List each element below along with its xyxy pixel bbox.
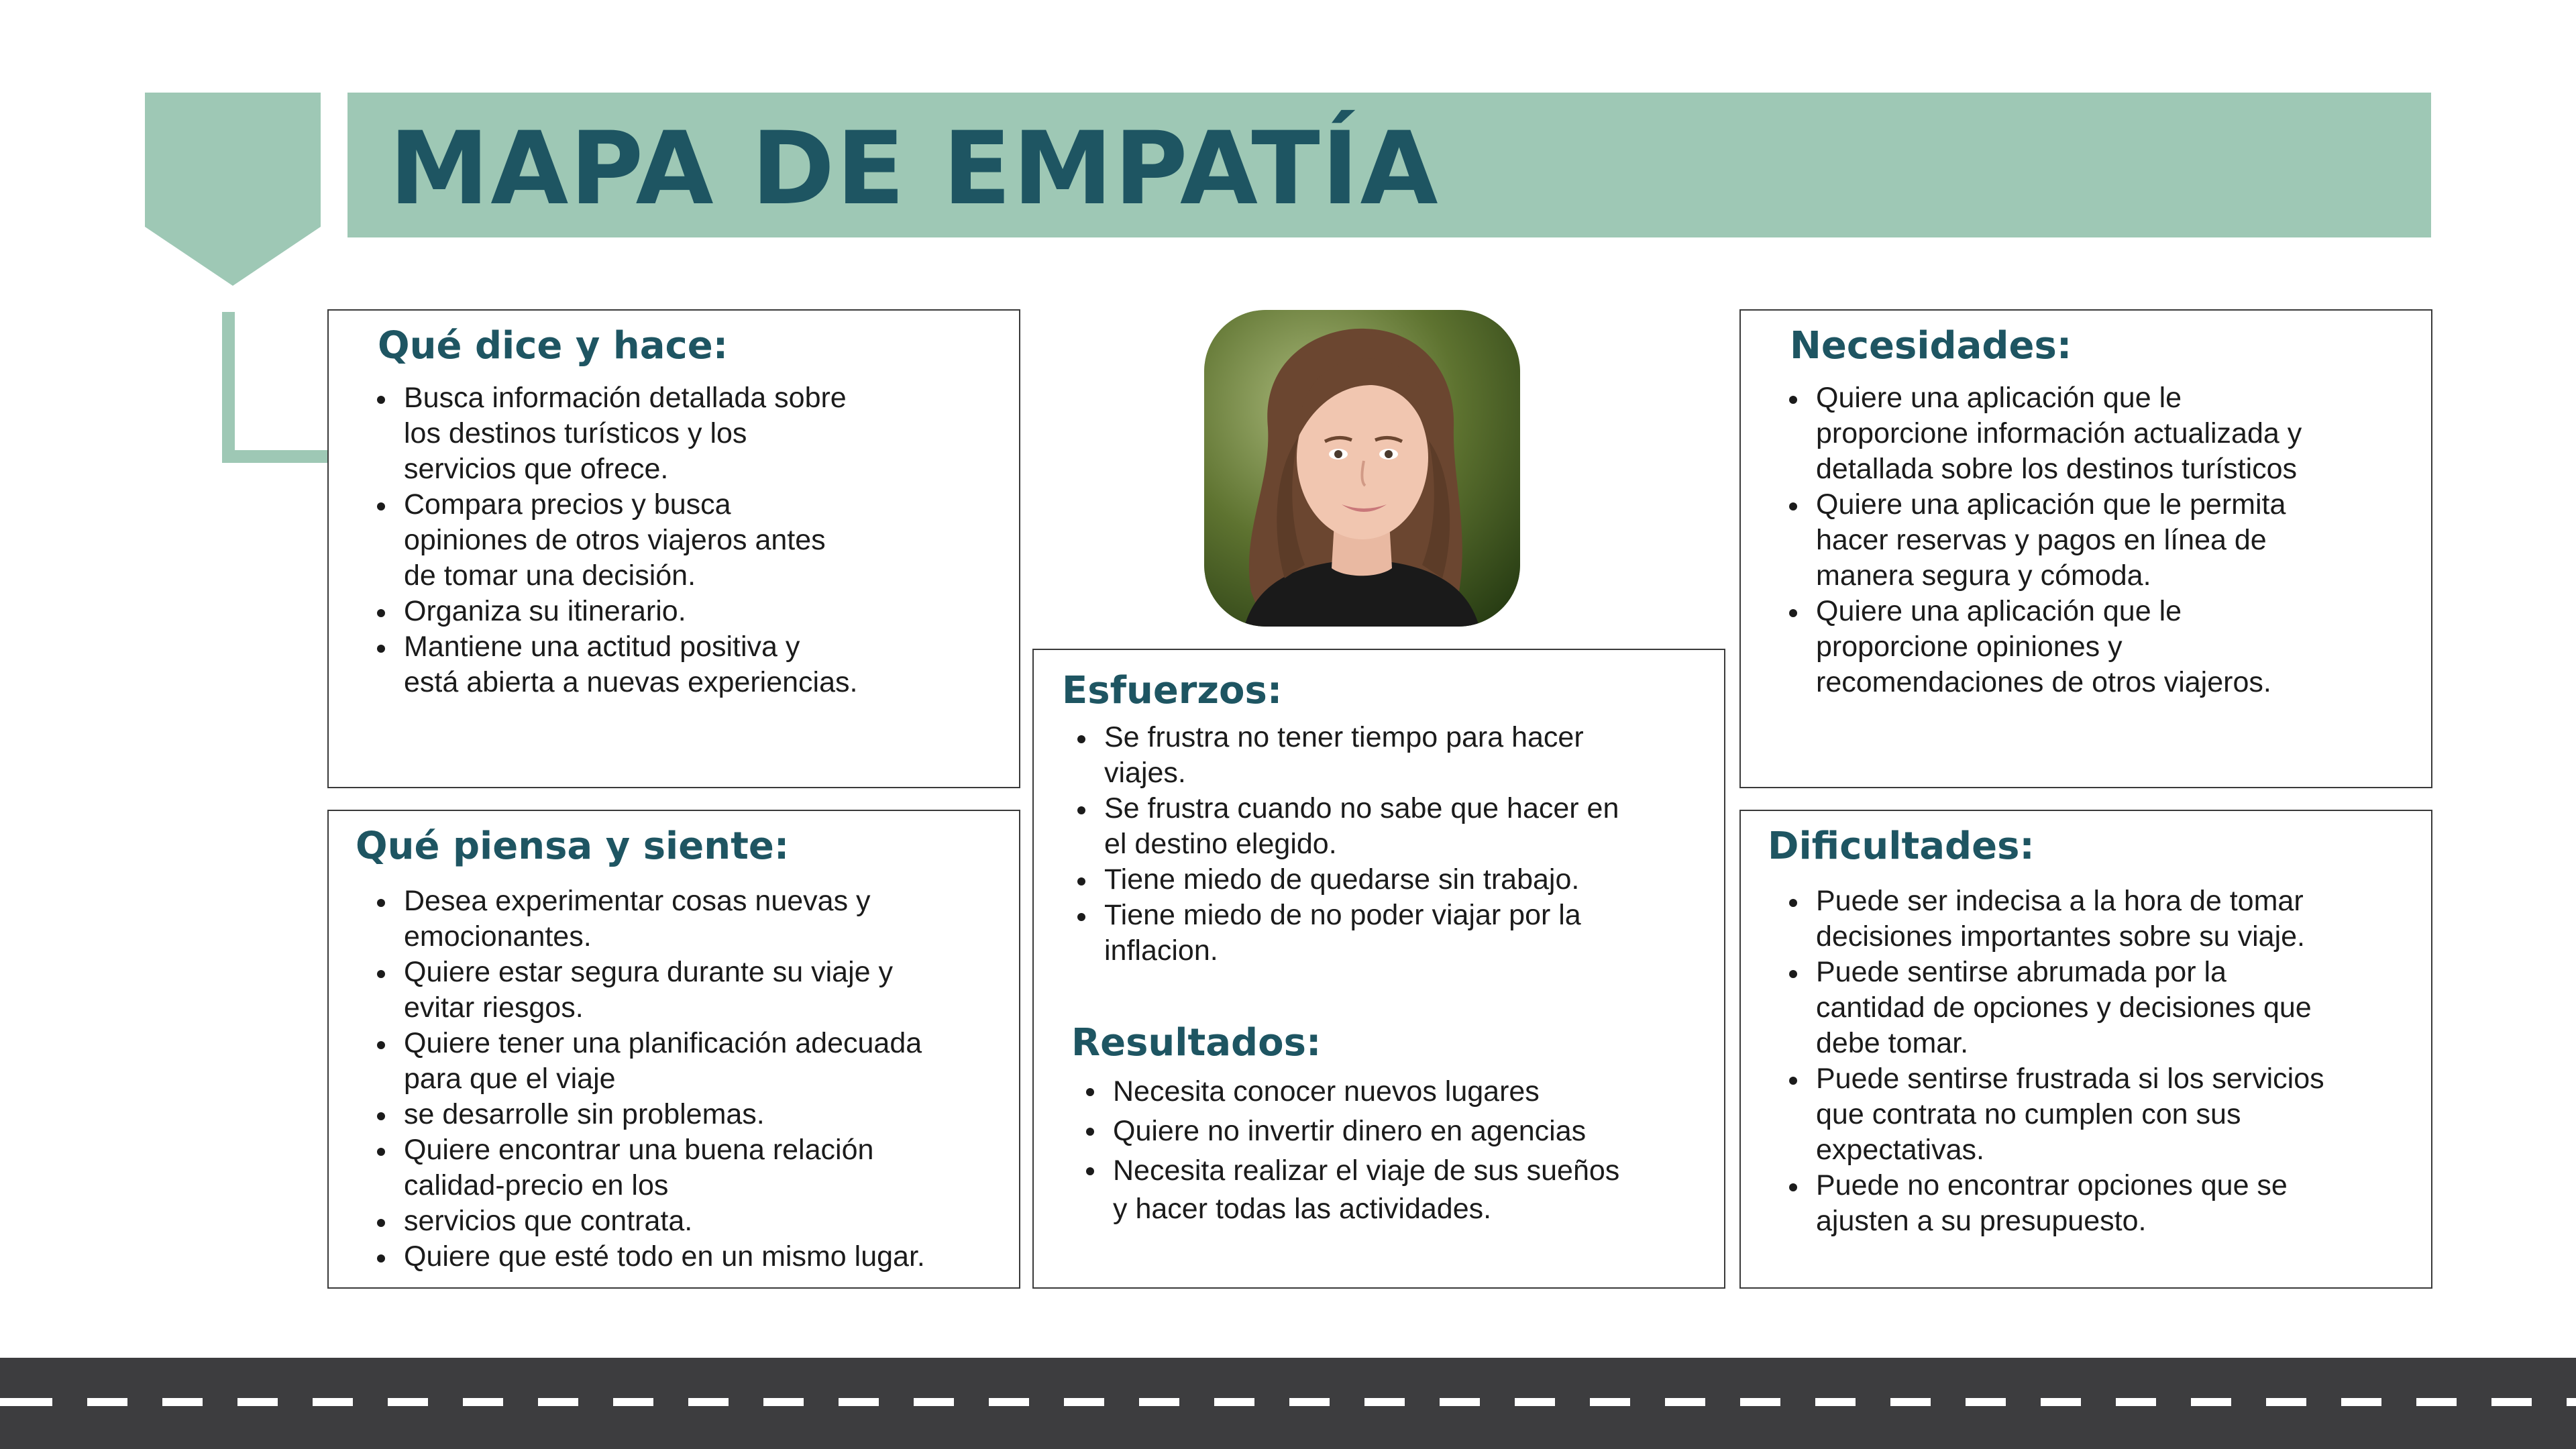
connector-line-vertical (222, 312, 235, 463)
bullet-list (376, 380, 1006, 700)
list-item: Quiere una aplicación que le permita hacer reservas y pagos en línea de manera segura y cómoda. (1788, 487, 2425, 594)
bookmark-tag-decoration (145, 93, 321, 287)
card-que-piensa-y-siente (327, 810, 1020, 1289)
card-que-dice-y-hace (327, 309, 1020, 788)
card-heading: Qué dice y hace: (378, 324, 729, 368)
bullet-list (1788, 883, 2425, 1239)
road-decoration (0, 1358, 2576, 1449)
list-item: servicios que contrata. (376, 1203, 1013, 1239)
list-item: Puede sentirse abrumada por la cantidad de opciones y decisiones que debe tomar. (1788, 955, 2425, 1061)
list-item: Quiere encontrar una buena relación calidad-precio en los (376, 1132, 1013, 1203)
bullet-list-esfuerzos (1076, 720, 1713, 969)
list-item: Quiere que esté todo en un mismo lugar. (376, 1239, 1013, 1275)
list-item: Quiere una aplicación que le proporcione información actualizada y detallada sobre los destinos turísticos (1788, 380, 2425, 487)
list-item: Tiene miedo de quedarse sin trabajo. (1076, 862, 1713, 898)
card-esfuerzos-resultados (1032, 649, 1725, 1289)
page-title: MAPA DE EMPATÍA (389, 111, 1440, 227)
list-item: Tiene miedo de no poder viajar por la inflacion. (1076, 898, 1713, 969)
bullet-list-resultados (1085, 1073, 1715, 1230)
list-item: Organiza su itinerario. (376, 594, 1006, 629)
bullet-list (1788, 380, 2425, 700)
card-heading-resultados: Resultados: (1071, 1021, 1322, 1065)
list-item: Busca información detallada sobre los destinos turísticos y los servicios que ofrece. (376, 380, 1006, 487)
road-dashed-line (0, 1398, 2576, 1406)
list-item: Se frustra cuando no sabe que hacer en el destino elegido. (1076, 791, 1713, 862)
list-item: se desarrolle sin problemas. (376, 1097, 1013, 1132)
list-item: Quiere una aplicación que le proporcione opiniones y recomendaciones de otros viajeros. (1788, 594, 2425, 700)
list-item: Desea experimentar cosas nuevas y emocionantes. (376, 883, 1013, 955)
card-heading: Necesidades: (1790, 324, 2072, 368)
list-item: Compara precios y busca opiniones de otros viajeros antes de tomar una decisión. (376, 487, 1006, 594)
list-item: Se frustra no tener tiempo para hacer viajes. (1076, 720, 1713, 791)
list-item: Necesita conocer nuevos lugares (1085, 1073, 1715, 1111)
list-item: Puede ser indecisa a la hora de tomar decisiones importantes sobre su viaje. (1788, 883, 2425, 955)
list-item: Mantiene una actitud positiva y está abierta a nuevas experiencias. (376, 629, 1006, 700)
list-item: Necesita realizar el viaje de sus sueños y hacer todas las actividades. (1085, 1152, 1715, 1228)
connector-line-horizontal (222, 450, 329, 463)
card-dificultades (1739, 810, 2432, 1289)
card-heading: Qué piensa y siente: (356, 824, 790, 868)
persona-photo (1204, 310, 1520, 627)
list-item: Quiere no invertir dinero en agencias (1085, 1112, 1715, 1150)
card-necesidades (1739, 309, 2432, 788)
card-heading-esfuerzos: Esfuerzos: (1062, 669, 1283, 712)
list-item: Quiere tener una planificación adecuada para que el viaje (376, 1026, 1013, 1097)
title-banner (347, 93, 2431, 237)
list-item: Quiere estar segura durante su viaje y evitar riesgos. (376, 955, 1013, 1026)
card-heading: Dificultades: (1768, 824, 2035, 868)
list-item: Puede sentirse frustrada si los servicios que contrata no cumplen con sus expectativas. (1788, 1061, 2425, 1168)
persona-portrait-image (1204, 310, 1520, 627)
bullet-list (376, 883, 1013, 1275)
list-item: Puede no encontrar opciones que se ajusten a su presupuesto. (1788, 1168, 2425, 1239)
